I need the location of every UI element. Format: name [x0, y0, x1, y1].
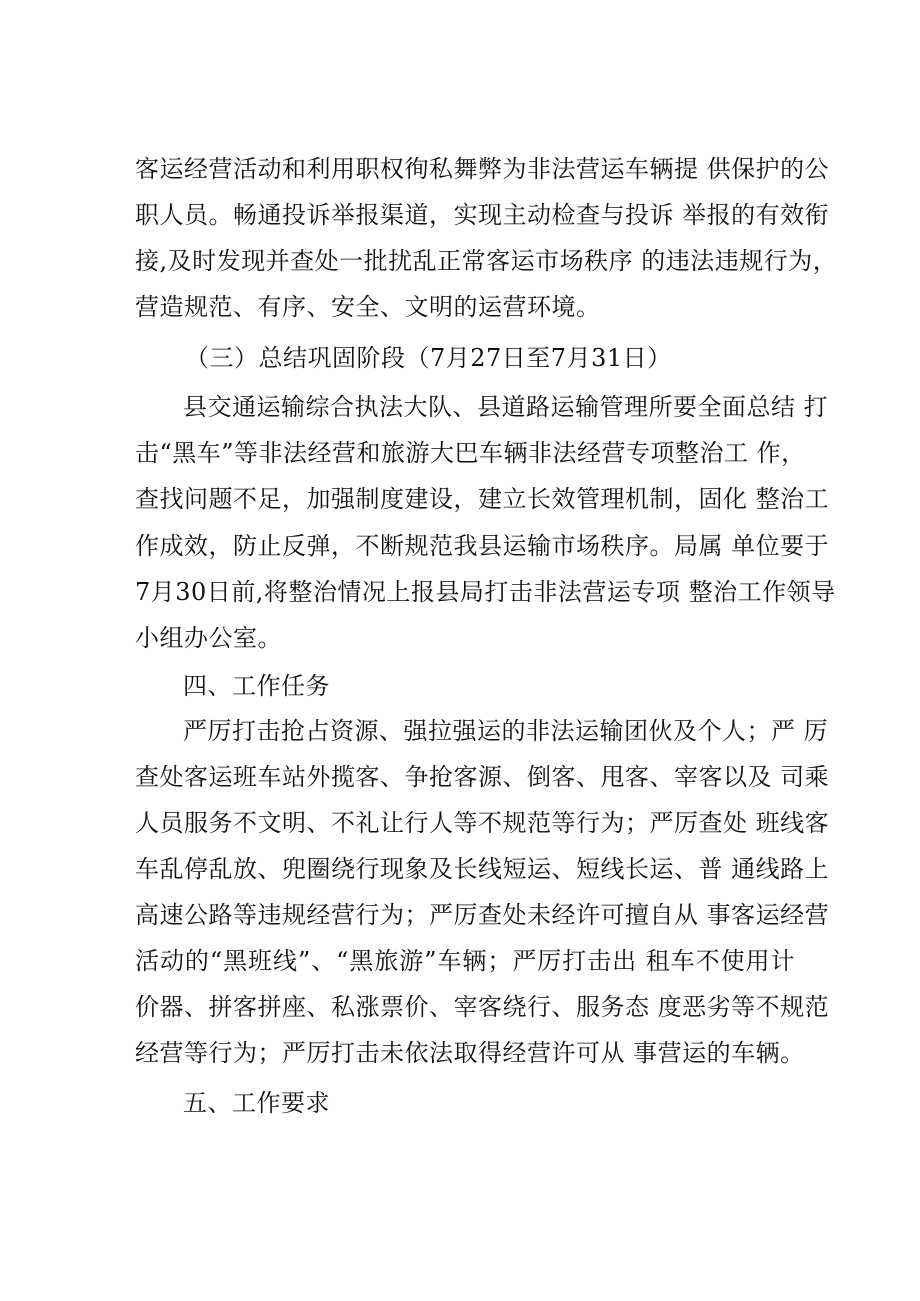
paragraph-line: 接,及时发现并查处一批扰乱正常客运市场秩序 的违法违规行为， [135, 247, 838, 275]
paragraph-line: 县交通运输综合执法大队、县道路运输管理所要全面总结 打 [183, 393, 829, 421]
paragraph-line: 活动的“黑班线”、“黑旅游”车辆；严厉打击出 租车不使用计 [135, 947, 795, 975]
paragraph-line: 查找问题不足，加强制度建设，建立长效管理机制，固化 整治工 [135, 485, 830, 513]
paragraph-line: 营造规范、有序、安全、文明的运营环境。 [135, 293, 601, 321]
section-heading: 五、工作要求 [183, 1089, 330, 1117]
paragraph-line: 查处客运班车站外揽客、争抢客源、倒客、甩客、宰客以及 司乘 [135, 763, 830, 791]
section-heading: （三）总结巩固阶段（7月27日至7月31日） [185, 344, 672, 372]
paragraph-line: 高速公路等违规经营行为；严厉查处未经许可擅自从 事客运经营 [135, 901, 830, 929]
paragraph-line: 击“黑车”等非法经营和旅游大巴车辆非法经营专项整治工 作， [135, 439, 806, 467]
section-heading: 四、工作任务 [183, 672, 330, 700]
paragraph-line: 人员服务不文明、不礼让行人等不规范等行为；严厉查处 班线客 [135, 809, 830, 837]
paragraph-line: 7月30日前,将整治情况上报县局打击非法营运专项 整治工作领导 [135, 578, 836, 606]
paragraph-line: 小组办公室。 [135, 624, 282, 652]
paragraph-line: 严厉打击抢占资源、强拉强运的非法运输团伙及个人；严 厉 [183, 717, 829, 745]
paragraph-line: 客运经营活动和利用职权徇私舞弊为非法营运车辆提 供保护的公 [135, 155, 830, 183]
paragraph-line: 作成效，防止反弹，不断规范我县运输市场秩序。局属 单位要于 [135, 532, 830, 560]
paragraph-line: 经营等行为；严厉打击未依法取得经营许可从 事营运的车辆。 [135, 1039, 805, 1067]
paragraph-line: 价器、拼客拼座、私涨票价、宰客绕行、服务态 度恶劣等不规范 [135, 993, 830, 1021]
paragraph-line: 车乱停乱放、兜圈绕行现象及长线短运、短线长运、普 通线路上 [135, 855, 830, 883]
paragraph-line: 职人员。畅通投诉举报渠道，实现主动检查与投诉 举报的有效衔 [135, 201, 830, 229]
